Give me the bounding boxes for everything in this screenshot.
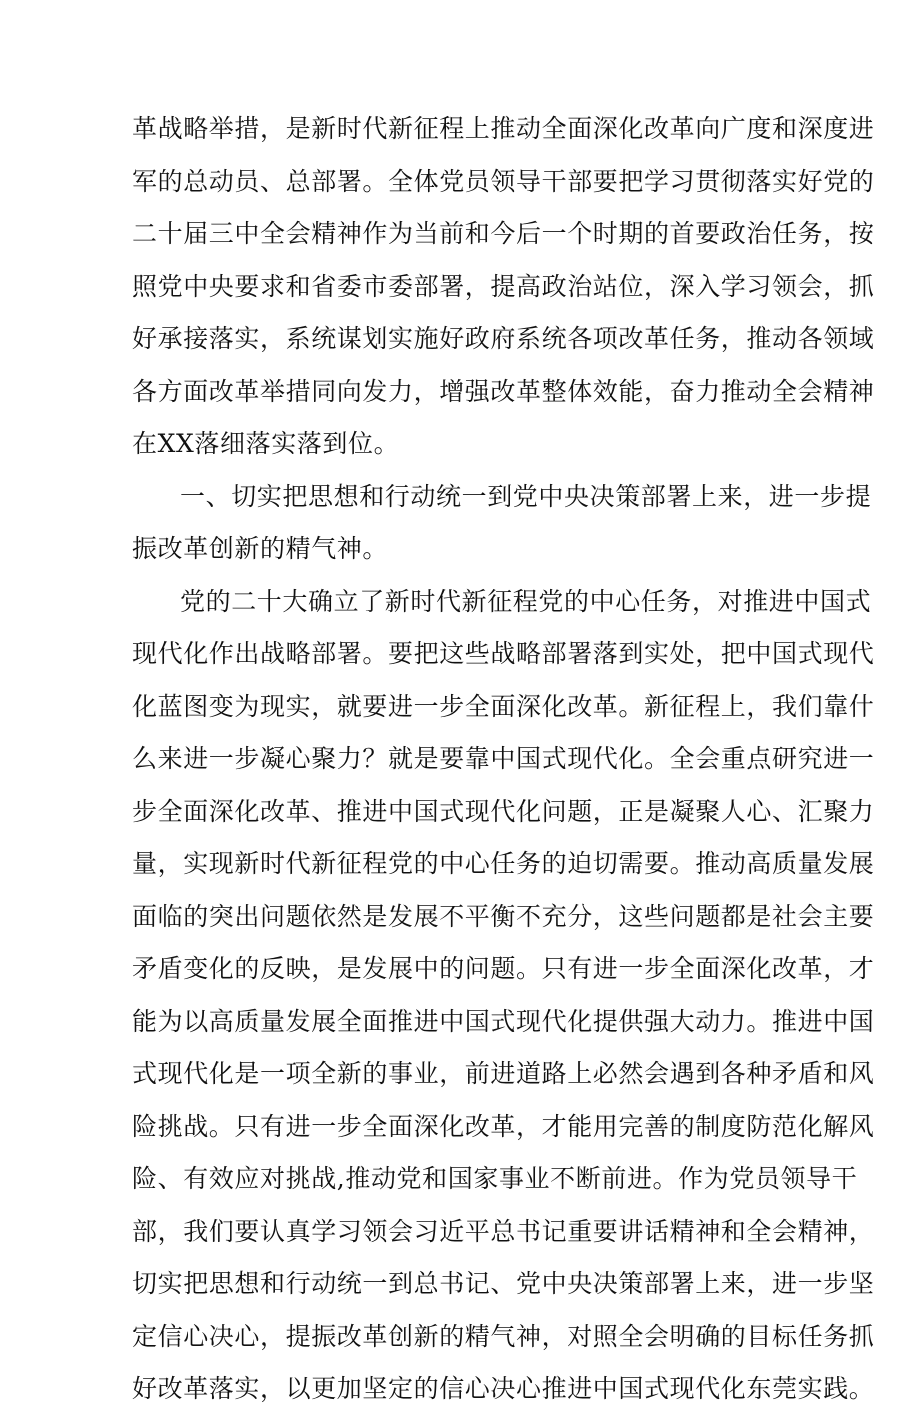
- text-line: 式现代化是一项全新的事业，前进道路上必然会遇到各种矛盾和风: [132, 1059, 875, 1088]
- text-line: 切实把思想和行动统一到总书记、党中央决策部署上来，进一步坚: [132, 1269, 875, 1298]
- section-heading-line: 振改革创新的精气神。: [132, 534, 389, 563]
- text-line: 党的二十大确立了新时代新征程党的中心任务，对推进中国式: [180, 586, 872, 616]
- text-line: 量，实现新时代新征程党的中心任务的迫切需要。推动高质量发展: [132, 849, 875, 878]
- body-text: [132, 103, 875, 1416]
- text-line: 化蓝图变为现实，就要进一步全面深化改革。新征程上，我们靠什: [132, 691, 875, 721]
- text-line: 面临的突出问题依然是发展不平衡不充分，这些问题都是社会主要: [132, 901, 875, 931]
- text-line: 各方面改革举措同向发力，增强改革整体效能，奋力推动全会精神: [132, 376, 875, 406]
- text-line: 照党中央要求和省委市委部署，提高政治站位，深入学习领会，抓: [132, 271, 875, 301]
- text-line: 么来进一步凝心聚力？就是要靠中国式现代化。全会重点研究进一: [132, 744, 875, 773]
- section-heading-line: 一、切实把思想和行动统一到党中央决策部署上来，进一步提: [180, 481, 872, 511]
- text-line: 好改革落实，以更加坚定的信心决心推进中国式现代化东莞实践。: [132, 1374, 875, 1403]
- text-line: 军的总动员、总部署。全体党员领导干部要把学习贯彻落实好党的: [132, 166, 875, 196]
- text-line: 步全面深化改革、推进中国式现代化问题，正是凝聚人心、汇聚力: [132, 796, 875, 826]
- text-line: 二十届三中全会精神作为当前和今后一个时期的首要政治任务，按: [132, 219, 875, 248]
- text-line: 在XX落细落实落到位。: [132, 429, 400, 458]
- text-line: 部，我们要认真学习领会习近平总书记重要讲话精神和全会精神，: [132, 1216, 875, 1246]
- text-line: 现代化作出战略部署。要把这些战略部署落到实处，把中国式现代: [132, 639, 875, 668]
- text-line: 矛盾变化的反映，是发展中的问题。只有进一步全面深化改革，才: [132, 954, 875, 983]
- text-line: 险、有效应对挑战,推动党和国家事业不断前进。作为党员领导干: [132, 1164, 858, 1193]
- text-line: 能为以高质量发展全面推进中国式现代化提供强大动力。推进中国: [132, 1006, 875, 1036]
- text-line: 定信心决心，提振改革创新的精气神，对照全会明确的目标任务抓: [132, 1321, 875, 1351]
- text-line: 革战略举措，是新时代新征程上推动全面深化改革向广度和深度进: [132, 114, 875, 143]
- text-line: 好承接落实，系统谋划实施好政府系统各项改革任务，推动各领域: [132, 324, 875, 353]
- text-line: 险挑战。只有进一步全面深化改革，才能用完善的制度防范化解风: [132, 1111, 875, 1141]
